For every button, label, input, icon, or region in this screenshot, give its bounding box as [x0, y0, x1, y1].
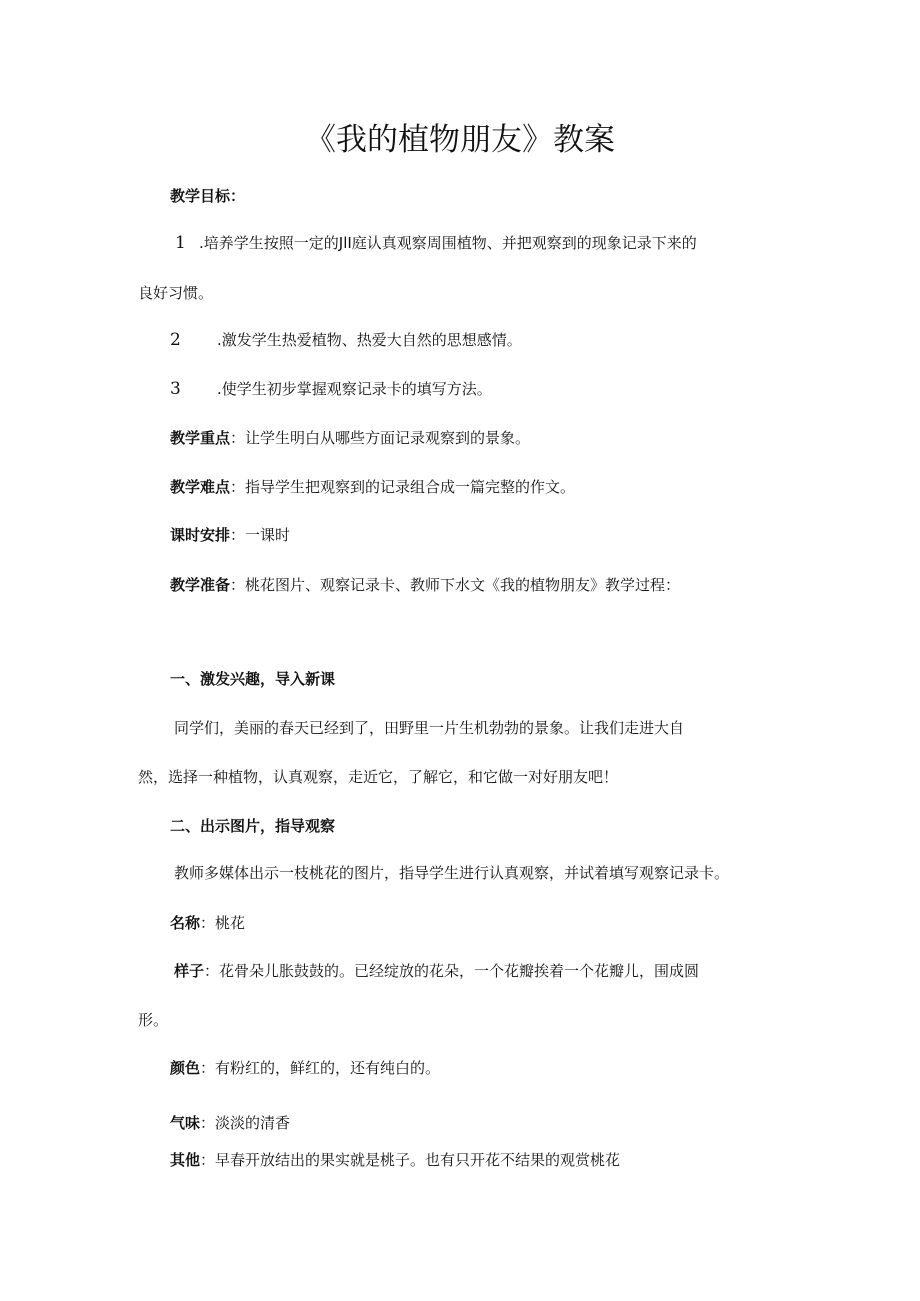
difficulty — [170, 477, 575, 497]
objective-1 — [175, 233, 697, 253]
objective-3-number: 3 — [170, 379, 181, 399]
section-2-paragraph: 教师多媒体出示一枝桃花的图片，指导学生进行认真观察，并试着填写观察记录卡。 — [174, 864, 730, 882]
card-shape-text: ：花骨朵儿胀鼓鼓的。已经绽放的花朵，一个花瓣挨着一个花瓣儿，围成圆 — [204, 962, 700, 980]
card-shape-continuation: 形。 — [138, 1011, 169, 1029]
card-other — [170, 1150, 620, 1170]
objective-1-number: 1 — [175, 233, 186, 253]
preparation-label: 教学准备 — [170, 576, 231, 594]
preparation — [170, 575, 680, 595]
card-shape-label: 样子 — [174, 962, 205, 980]
objective-3-text: .使学生初步掌握观察记录卡的填写方法。 — [217, 380, 492, 398]
difficulty-text: ：指导学生把观察到的记录组合成一篇完整的作文。 — [230, 478, 576, 496]
card-other-label: 其他 — [170, 1151, 201, 1169]
objective-2-text: .激发学生热爱植物、热爱大自然的思想感情。 — [217, 331, 522, 349]
objective-3 — [170, 379, 492, 399]
schedule-label: 课时安排 — [170, 526, 231, 544]
objective-1-text: .培养学生按照一定的JlI庭认真观察周围植物、并把观察到的现象记录下来的 — [199, 234, 697, 252]
card-name-text: ：桃花 — [200, 914, 246, 932]
objective-2-number: 2 — [170, 330, 181, 350]
section-1-paragraph-line-2: 然，选择一种植物，认真观察，走近它，了解它，和它做一对好朋友吧！ — [138, 768, 619, 786]
preparation-text: ：桃花图片、观察记录卡、教师下水文《我的植物朋友》教学过程： — [230, 576, 681, 594]
objective-2 — [170, 330, 522, 350]
section-1-paragraph-line-1: 同学们，美丽的春天已经到了，田野里一片生机勃勃的景象。让我们走进大自 — [174, 719, 685, 737]
card-color-label: 颜色 — [170, 1059, 201, 1077]
section-1-heading: 一、激发兴趣，导入新课 — [170, 670, 336, 688]
card-smell — [170, 1113, 290, 1133]
card-smell-label: 气味 — [170, 1114, 201, 1132]
schedule — [170, 525, 290, 545]
difficulty-label: 教学难点 — [170, 478, 231, 496]
card-other-text: ：早春开放结出的果实就是桃子。也有只开花不结果的观赏桃花 — [200, 1151, 621, 1169]
card-name — [170, 913, 245, 933]
section-2-heading: 二、出示图片，指导观察 — [170, 817, 336, 835]
objective-1-continuation: 良好习惯。 — [138, 284, 214, 302]
card-color — [170, 1058, 440, 1078]
key-point-label: 教学重点 — [170, 429, 231, 447]
card-color-text: ：有粉红的，鲜红的，还有纯白的。 — [200, 1059, 441, 1077]
key-point — [170, 428, 530, 448]
card-smell-text: ：淡淡的清香 — [200, 1114, 291, 1132]
key-point-text: ：让学生明白从哪些方面记录观察到的景象。 — [230, 429, 531, 447]
card-name-label: 名称 — [170, 914, 201, 932]
card-shape — [174, 961, 699, 981]
schedule-text: ：一课时 — [230, 526, 291, 544]
document-title: 《我的植物朋友》教案 — [305, 122, 615, 158]
objectives-heading: 教学目标： — [170, 187, 246, 205]
